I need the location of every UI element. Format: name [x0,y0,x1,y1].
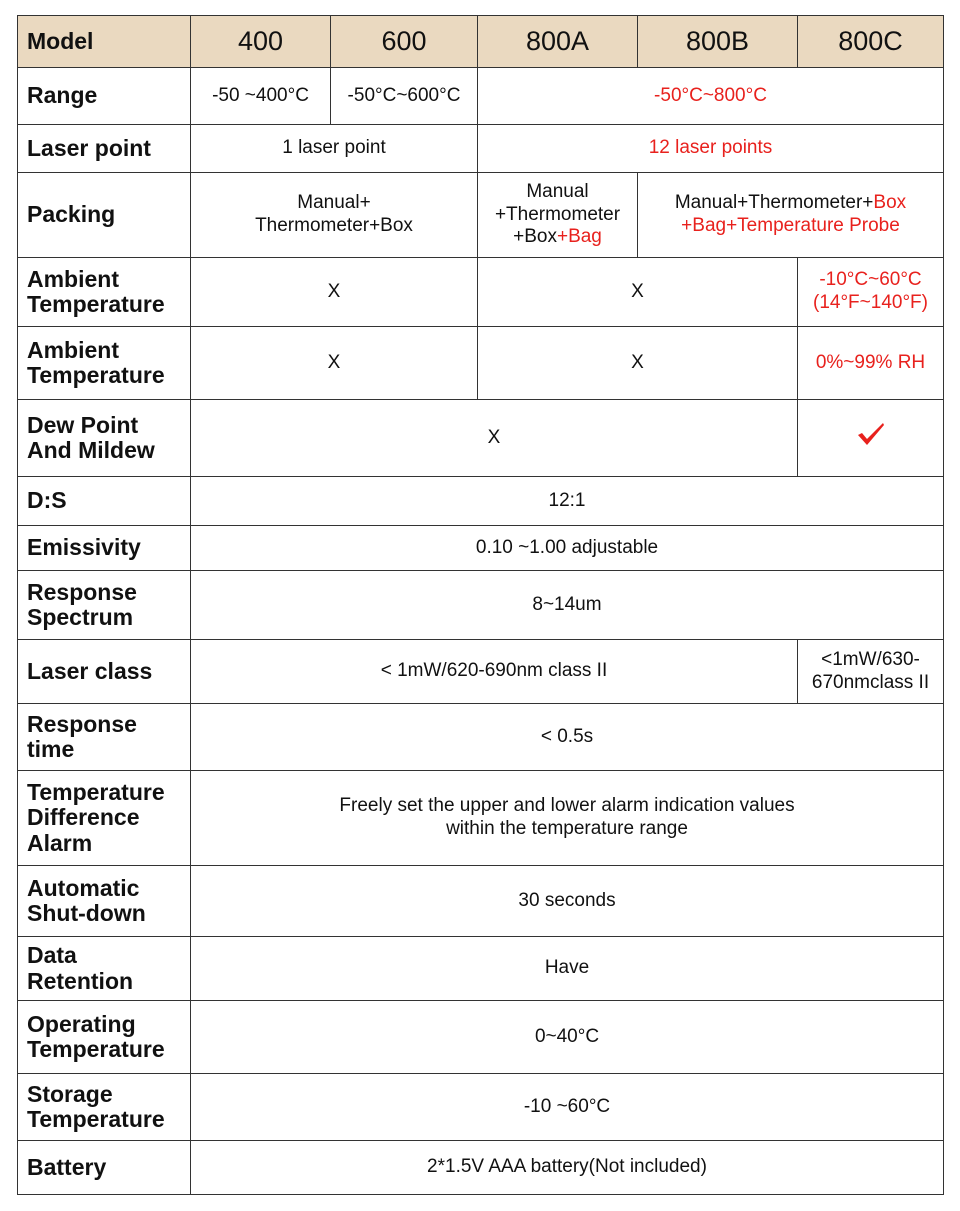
laser-class-800c [798,640,944,704]
response-time-row [18,704,944,771]
packing-row [18,173,944,258]
battery-row [18,1141,944,1195]
dew-point-label-line1: Dew Point [27,411,139,438]
data-retention-value: Have [191,937,944,1001]
storage-temp-label-line2: Temperature [27,1106,165,1132]
dew-point-800c [798,400,944,477]
laser-class-row [18,640,944,704]
ambient-humidity-label-line1: Ambient [27,336,119,363]
range-row [18,68,944,125]
dew-point-row [18,400,944,477]
temp-diff-alarm-value-line1: Freely set the upper and lower alarm indication values [339,795,795,817]
laser-class-800c-line2: 670nmclass II [811,671,930,693]
packing-800a-bag: +Bag [556,226,602,248]
range-600: -50°C~600°C [331,68,478,125]
ambient-humidity-800c: 0%~99% RH [798,327,944,400]
operating-temp-row [18,1001,944,1074]
dew-point-label [18,400,191,477]
response-time-value: < 0.5s [191,704,944,771]
model-800b: 800B [638,16,798,68]
ambient-humidity-row [18,327,944,400]
dew-point-400-800b: X [191,400,798,477]
auto-shutdown-value: 30 seconds [191,866,944,937]
model-800a: 800A [478,16,638,68]
temp-diff-alarm-value-line2: within the temperature range [446,818,688,839]
ambient-humidity-label [18,327,191,400]
packing-800a-line3 [482,226,633,249]
temp-diff-alarm-row [18,771,944,866]
response-spectrum-label [18,571,191,640]
storage-temp-row [18,1074,944,1141]
temp-diff-alarm-value [191,771,944,866]
storage-temp-label [18,1074,191,1141]
auto-shutdown-label-line1: Automatic [27,874,140,901]
ambient-temp-label-line1: Ambient [27,265,119,292]
response-spectrum-value: 8~14um [191,571,944,640]
temp-diff-alarm-label-line3: Alarm [27,829,93,856]
ambient-temp-800c-line1: -10°C~60°C [819,269,922,291]
ambient-temp-row [18,258,944,327]
ambient-temp-label [18,258,191,327]
operating-temp-label-line2: Temperature [27,1036,165,1062]
data-retention-row [18,937,944,1001]
packing-800bc [638,173,944,258]
packing-label: Packing [18,173,191,258]
packing-400-600-line2: Thermometer+Box [255,215,413,236]
header-row [18,16,944,68]
ambient-humidity-400-600: X [191,327,478,400]
data-retention-label [18,937,191,1001]
packing-800a-line2: +Thermometer [494,203,621,225]
packing-800bc-manual: Manual+Thermometer+ [674,192,874,214]
response-spectrum-row [18,571,944,640]
storage-temp-value: -10 ~60°C [191,1074,944,1141]
battery-value: 2*1.5V AAA battery(Not included) [191,1141,944,1195]
laser-class-400-800b: < 1mW/620-690nm class II [191,640,798,704]
model-600: 600 [331,16,478,68]
response-spectrum-label-line2: Spectrum [27,604,134,630]
storage-temp-label-line1: Storage [27,1080,113,1107]
operating-temp-label-line1: Operating [27,1010,136,1037]
data-retention-label-line2: Retention [27,967,134,994]
model-400: 400 [191,16,331,68]
temp-diff-alarm-label-line2: Difference [27,804,140,831]
packing-400-600 [191,173,478,258]
range-400: -50 ~400°C [191,68,331,125]
range-label: Range [18,68,191,125]
auto-shutdown-row [18,866,944,937]
range-800: -50°C~800°C [478,68,944,125]
ambient-temp-label-line2: Temperature [27,291,165,317]
operating-temp-value: 0~40°C [191,1001,944,1074]
packing-800a [478,173,638,258]
response-time-label [18,704,191,771]
model-800c: 800C [798,16,944,68]
laser-point-row [18,125,944,173]
ambient-temp-800ab: X [478,258,798,327]
ambient-temp-400-600: X [191,258,478,327]
ambient-temp-800c-line2: (14°F~140°F) [813,292,928,313]
laser-point-label: Laser point [18,125,191,173]
packing-800bc-line1 [642,192,939,215]
header-label: Model [18,16,191,68]
packing-800a-box: +Box [513,226,557,248]
laser-point-800: 12 laser points [478,125,944,173]
ambient-humidity-label-line2: Temperature [27,362,165,388]
packing-800bc-box: Box [873,192,907,214]
emissivity-value: 0.10 ~1.00 adjustable [191,526,944,571]
ds-label: D:S [18,477,191,526]
temp-diff-alarm-label-line1: Temperature [27,779,165,806]
ambient-temp-800c [798,258,944,327]
temp-diff-alarm-label [18,771,191,866]
packing-800a-line1: Manual [526,180,589,202]
response-spectrum-label-line1: Response [27,578,137,605]
laser-class-label: Laser class [18,640,191,704]
spec-table [17,15,944,1195]
ds-value: 12:1 [191,477,944,526]
packing-400-600-line1: Manual+ [297,192,371,214]
emissivity-row [18,526,944,571]
packing-800bc-line2: +Bag+Temperature Probe [681,215,900,236]
ds-row [18,477,944,526]
auto-shutdown-label-line2: Shut-down [27,900,146,926]
response-time-label-line2: time [27,736,75,762]
data-retention-label-line1: Data [27,942,77,969]
auto-shutdown-label [18,866,191,937]
laser-point-400-600: 1 laser point [191,125,478,173]
operating-temp-label [18,1001,191,1074]
checkmark-icon [856,422,886,455]
emissivity-label: Emissivity [18,526,191,571]
ambient-humidity-800ab: X [478,327,798,400]
battery-label: Battery [18,1141,191,1195]
dew-point-label-line2: And Mildew [27,437,155,463]
response-time-label-line1: Response [27,710,137,737]
laser-class-800c-line1: <1mW/630- [821,648,920,670]
